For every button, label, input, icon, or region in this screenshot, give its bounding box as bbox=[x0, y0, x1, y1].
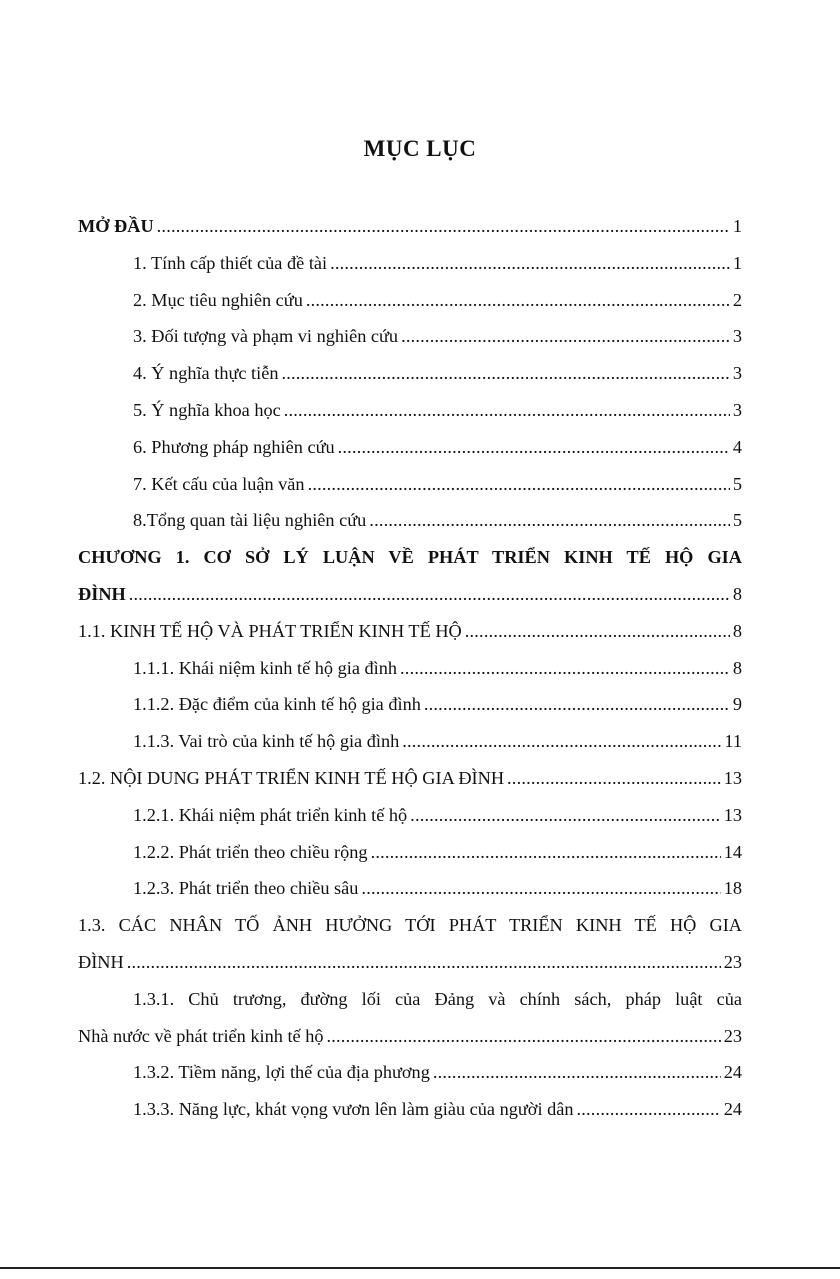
toc-page-number: 1 bbox=[732, 216, 742, 236]
toc-page-number: 23 bbox=[723, 1025, 742, 1046]
toc-entry[interactable] bbox=[78, 429, 742, 466]
toc-entry[interactable] bbox=[78, 834, 742, 871]
toc-entry-text: 3. Đối tượng và phạm vi nghiên cứu bbox=[133, 326, 399, 347]
toc-page-number: 1 bbox=[732, 252, 742, 273]
page-edge-rule bbox=[0, 1267, 840, 1269]
leader-dots bbox=[338, 429, 730, 466]
toc-page-number: 14 bbox=[723, 841, 742, 862]
toc-entry-text: 1.1. KINH TẾ HỘ VÀ PHÁT TRIỂN KINH TẾ HỘ bbox=[78, 620, 462, 641]
leader-dots bbox=[327, 1018, 721, 1055]
toc-page-number: 3 bbox=[732, 363, 742, 384]
toc-entry[interactable] bbox=[78, 355, 742, 392]
toc-page-number: 4 bbox=[732, 436, 742, 457]
toc-entry-text: 5. Ý nghĩa khoa học bbox=[133, 399, 281, 420]
leader-dots bbox=[402, 723, 721, 760]
toc-entry[interactable] bbox=[78, 282, 742, 319]
toc-entry-text: 8.Tổng quan tài liệu nghiên cứu bbox=[133, 510, 367, 531]
toc-entry-1-3-1[interactable] bbox=[78, 981, 742, 1055]
leader-dots bbox=[465, 613, 730, 650]
toc-entry-section-1-3[interactable] bbox=[78, 907, 742, 981]
toc-entry-continuation bbox=[78, 1018, 742, 1055]
leader-dots bbox=[410, 797, 721, 834]
leader-dots bbox=[361, 870, 720, 907]
toc-entry-chapter-1[interactable] bbox=[78, 539, 742, 613]
toc-entry-text: 1.2. NỘI DUNG PHÁT TRIỂN KINH TẾ HỘ GIA ĐÌNH bbox=[78, 767, 505, 788]
leader-dots bbox=[400, 650, 730, 687]
toc-entry[interactable] bbox=[78, 1091, 742, 1128]
toc-entry-text: 2. Mục tiêu nghiên cứu bbox=[133, 289, 303, 310]
toc-entry[interactable] bbox=[78, 1054, 742, 1091]
toc-entry-text: 1.3.1. Chủ trương, đường lối của Đảng và chính sách, pháp luật của bbox=[133, 988, 742, 1009]
toc-entry[interactable] bbox=[78, 318, 742, 355]
toc-entry[interactable] bbox=[78, 723, 742, 760]
leader-dots bbox=[369, 502, 730, 539]
toc-entry-text: 1.3.2. Tiềm năng, lợi thế của địa phương bbox=[133, 1062, 430, 1083]
toc-entry-text: 1.1.2. Đặc điểm của kinh tế hộ gia đình bbox=[133, 694, 421, 715]
toc-page-number: 24 bbox=[723, 1062, 742, 1083]
leader-dots bbox=[507, 760, 721, 797]
toc-entry-text: Nhà nước về phát triển kinh tế hộ bbox=[78, 1025, 324, 1046]
leader-dots bbox=[127, 944, 721, 981]
toc-page-number: 13 bbox=[723, 767, 742, 788]
toc-entry-text: ĐÌNH bbox=[78, 951, 124, 972]
toc-entry[interactable] bbox=[78, 245, 742, 282]
toc-entry-text: 1.2.2. Phát triển theo chiều rộng bbox=[133, 841, 368, 862]
toc-entry[interactable] bbox=[78, 502, 742, 539]
leader-dots bbox=[284, 392, 730, 429]
toc-entry-text: 1.3.3. Năng lực, khát vọng vươn lên làm giàu của người dân bbox=[133, 1099, 574, 1120]
toc-entry-text: 1.1.3. Vai trò của kinh tế hộ gia đình bbox=[133, 731, 400, 752]
toc-entry-text: 1.1.1. Khái niệm kinh tế hộ gia đình bbox=[133, 657, 398, 678]
toc-entry-text: 1. Tính cấp thiết của đề tài bbox=[133, 252, 328, 273]
toc-entry-text: 7. Kết cấu của luận văn bbox=[133, 473, 305, 494]
toc-page-number: 9 bbox=[732, 694, 742, 715]
toc-entry[interactable] bbox=[78, 650, 742, 687]
leader-dots bbox=[371, 834, 721, 871]
leader-dots bbox=[330, 245, 730, 282]
leader-dots bbox=[433, 1054, 721, 1091]
toc-entry-section[interactable] bbox=[78, 613, 742, 650]
leader-dots bbox=[308, 466, 730, 503]
toc-page-number: 5 bbox=[732, 510, 742, 531]
toc-page-number: 3 bbox=[732, 399, 742, 420]
toc-page-number: 2 bbox=[732, 289, 742, 310]
toc-page-number: 8 bbox=[732, 620, 742, 641]
toc-entry[interactable] bbox=[78, 686, 742, 723]
toc-entry[interactable] bbox=[78, 466, 742, 503]
toc-page-number: 18 bbox=[723, 878, 742, 899]
leader-dots bbox=[157, 208, 730, 245]
toc-entry-text: CHƯƠNG 1. CƠ SỞ LÝ LUẬN VỀ PHÁT TRIỂN KINH TẾ HỘ GIA bbox=[78, 547, 742, 568]
table-of-contents bbox=[78, 208, 742, 1128]
toc-entry[interactable] bbox=[78, 392, 742, 429]
toc-page-number: 13 bbox=[723, 804, 742, 825]
toc-page-number: 24 bbox=[723, 1099, 742, 1120]
leader-dots bbox=[306, 282, 730, 319]
toc-entry-section[interactable] bbox=[78, 760, 742, 797]
toc-page-number: 8 bbox=[732, 657, 742, 678]
toc-entry-text: 1.2.3. Phát triển theo chiều sâu bbox=[133, 878, 359, 899]
leader-dots bbox=[424, 686, 730, 723]
toc-entry-continuation bbox=[78, 944, 742, 981]
leader-dots bbox=[129, 576, 730, 613]
toc-entry-mo-dau[interactable] bbox=[78, 208, 742, 245]
toc-entry-text: MỞ ĐẦU bbox=[78, 216, 154, 236]
toc-page-number: 23 bbox=[723, 951, 742, 972]
toc-entry[interactable] bbox=[78, 797, 742, 834]
toc-page-number: 5 bbox=[732, 473, 742, 494]
toc-entry-text: 1.2.1. Khái niệm phát triển kinh tế hộ bbox=[133, 804, 408, 825]
toc-entry-text: 1.3. CÁC NHÂN TỐ ẢNH HƯỞNG TỚI PHÁT TRIỂN KINH TẾ HỘ GIA bbox=[78, 915, 742, 936]
toc-entry-text: 4. Ý nghĩa thực tiễn bbox=[133, 363, 279, 384]
leader-dots bbox=[401, 318, 730, 355]
leader-dots bbox=[281, 355, 729, 392]
toc-page-number: 8 bbox=[732, 583, 742, 604]
page-title: MỤC LỤC bbox=[363, 136, 477, 161]
toc-entry-text: 6. Phương pháp nghiên cứu bbox=[133, 436, 335, 457]
toc-page-number: 3 bbox=[732, 326, 742, 347]
toc-page-number: 11 bbox=[724, 731, 742, 752]
toc-entry-continuation bbox=[78, 576, 742, 613]
toc-entry-text: ĐÌNH bbox=[78, 583, 126, 604]
toc-entry[interactable] bbox=[78, 870, 742, 907]
leader-dots bbox=[577, 1091, 721, 1128]
